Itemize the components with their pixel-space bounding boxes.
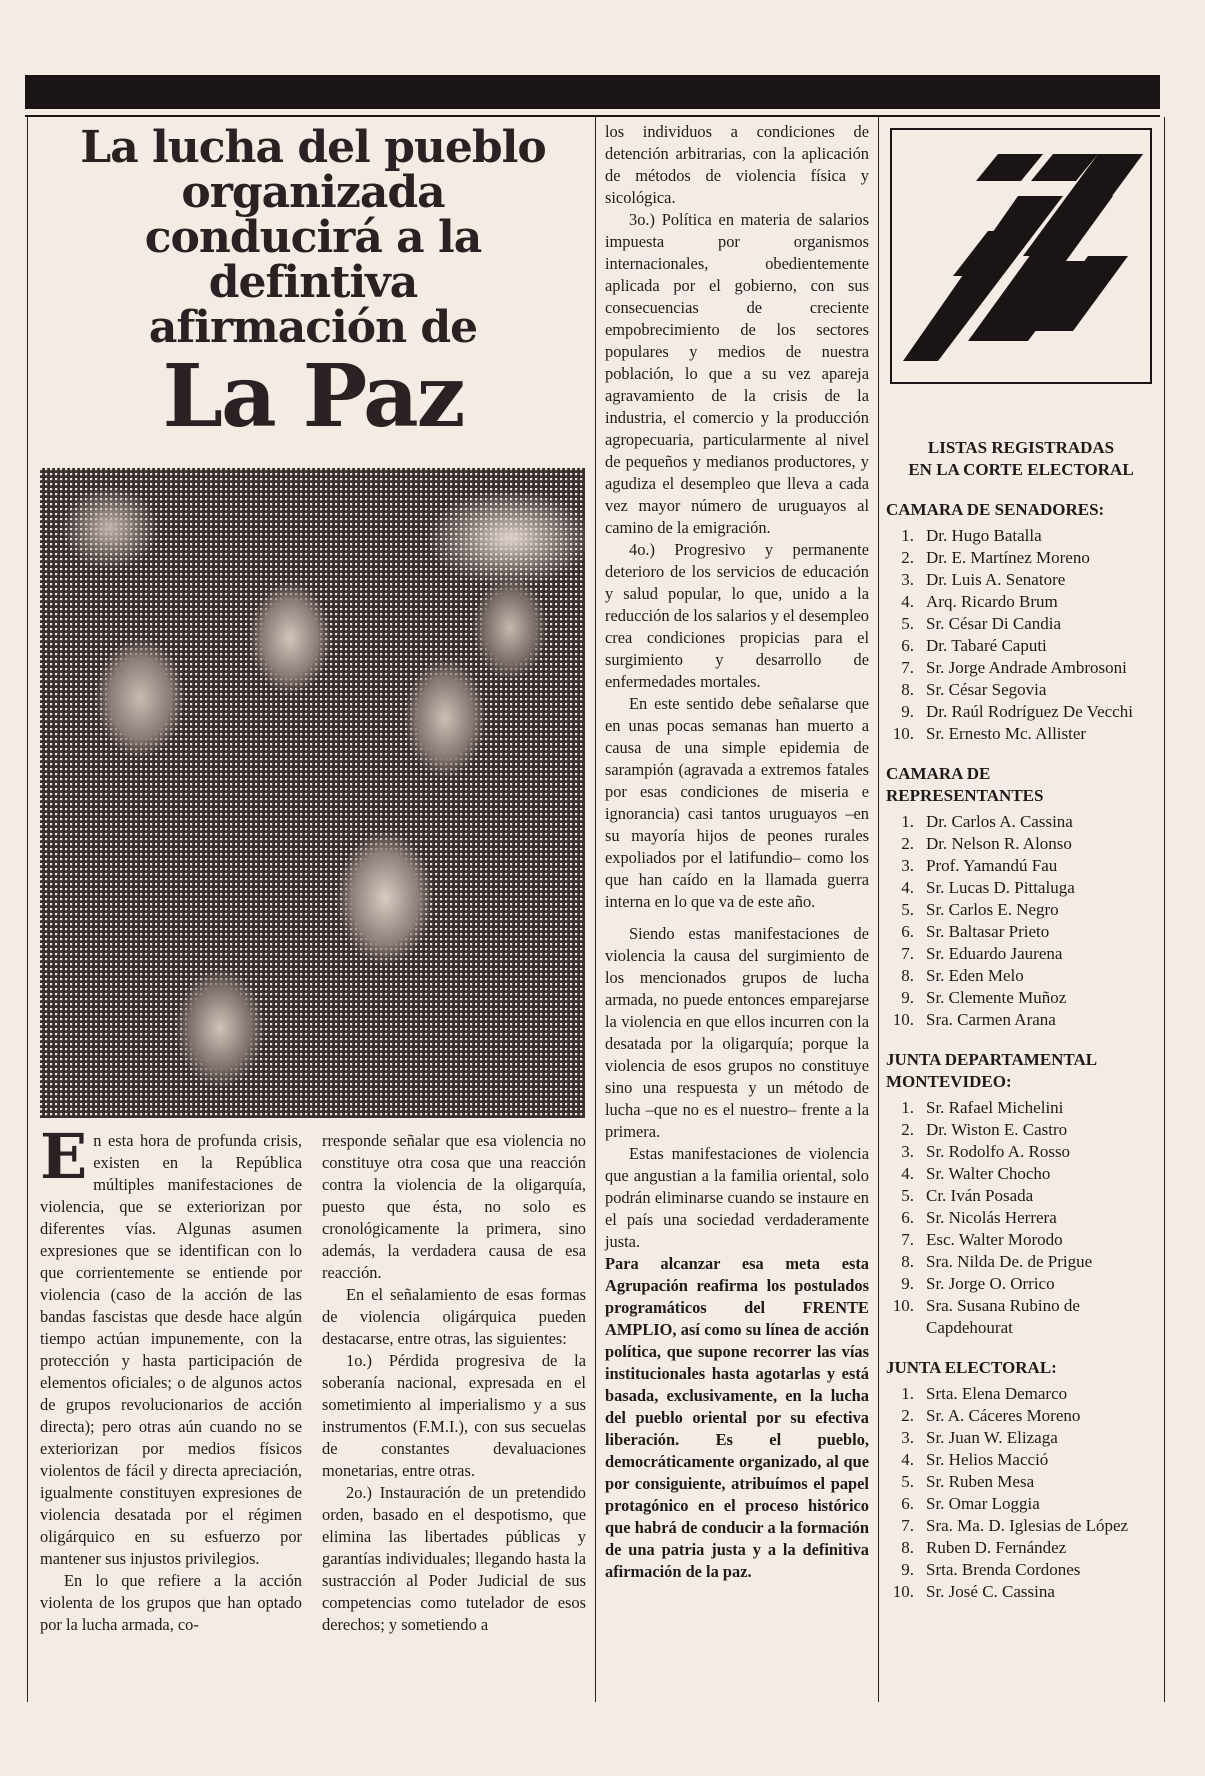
electoral-lists	[886, 437, 1156, 1603]
headline-line: defintiva	[208, 257, 418, 308]
list-item: 1. Sr. Rafael Michelini	[901, 1098, 1064, 1117]
article-paragraph: Siendo estas manifestaciones de violencia la causa del surgimiento de los mencionados grupos de lucha armada, no puede entonces emparejarse la violencia en que ellos incurren con la desatada por la oligarquía; porque la violencia de esos grupos no constituye sino una respuesta y un método de lucha –que no es el nuestro– frente a la primera.	[605, 924, 869, 1141]
section-title-junta-electoral: JUNTA ELECTORAL:	[886, 1358, 1057, 1377]
header-bar	[25, 75, 1160, 109]
column-divider	[1164, 117, 1165, 1702]
headline-line: afirmación de	[148, 302, 478, 353]
article-bold-paragraph: Para alcanzar esa meta esta Agrupación reafirma los postulados programáticos del FRENTE AMPLIO, así como su línea de acción política, que supone recorrer las vías institucionales hasta agotarlas y está basada, exclusivamente, en la lucha del pueblo oriental por su efectiva liberación. Es el pueblo, democráticamente organizado, al que por consiguiente, atribuímos el papel protagónico en el proceso histórico que habrá de conducir a la formación de una patria justa y a la definitiva afirmación de la paz.	[605, 1254, 869, 1581]
list-item: 9. Dr. Raúl Rodríguez De Vecchi	[901, 702, 1133, 721]
list-item: 1. Srta. Elena Demarco	[901, 1384, 1068, 1403]
column-divider	[595, 117, 596, 1702]
list-item: 10. Sr. José C. Cassina	[892, 1582, 1055, 1601]
header-rule	[25, 115, 1160, 117]
lists-title: LISTAS REGISTRADAS	[927, 438, 1115, 457]
list-item: 2. Dr. E. Martínez Moreno	[901, 548, 1090, 567]
headline-big: La Paz	[162, 346, 464, 447]
column-divider	[878, 117, 879, 1702]
article-paragraph: En este sentido debe señalarse que en unas pocas semanas han muerto a causa de una simple epidemia de sarampión (agravada a extremos fatales por esas condiciones de miseria e ignorancia) casi tantos uruguayos –en su mayoría hijos de peones rurales expoliados por el latifundio– como los que han caído en la llamada guerra interna en lo que va de este año.	[605, 694, 869, 911]
logo-99-graphic	[898, 136, 1144, 376]
article-paragraph: n esta hora de profunda crisis, existen en la República múltiples manifestaciones de violencia, que se exteriorizan por diferentes vías. Algunas asumen expresiones que se identifican con lo que corrientemente se entiende por violencia (caso de la acción de las bandas fascistas que desde hace algún tiempo actúan impunemente, con la protección y hasta participación de elementos oficiales; o de algunos actos de grupos revolucionarios de acción directa); pero otras aún cuando no se exteriorizan por medios físicos violentos de fácil y directa apreciación, igualmente constituyen expresiones de violencia desatada por el régimen oligárquico en su esfuerzo por mantener sus injustos privilegios.	[40, 1131, 302, 1568]
section-title-senadores: CAMARA DE SENADORES:	[886, 500, 1105, 519]
list-representantes	[886, 811, 1156, 1031]
list-item: 1. Dr. Hugo Batalla	[901, 526, 1042, 545]
list-item: 5. Sr. Ruben Mesa	[901, 1472, 1035, 1491]
list-item: 8. Ruben D. Fernández	[901, 1538, 1067, 1557]
list-item: 5. Sr. Carlos E. Negro	[901, 900, 1059, 919]
headline-line: conducirá a la	[144, 212, 482, 263]
list-item: 10. Sra. Susana Rubino de Capdehourat	[892, 1296, 1080, 1337]
list-junta-departamental	[886, 1097, 1156, 1339]
list-item: 3. Prof. Yamandú Fau	[901, 856, 1058, 875]
list-item: 5. Cr. Iván Posada	[901, 1186, 1034, 1205]
list-item: 8. Sr. César Segovia	[901, 680, 1047, 699]
section-title-representantes: CAMARA DE REPRESENTANTES	[886, 764, 1044, 805]
list-item: 9. Srta. Brenda Cordones	[901, 1560, 1081, 1579]
article-paragraph: En lo que refiere a la acción violenta de los grupos que han optado por la lucha armada, co-	[40, 1571, 302, 1634]
list-item: 3. Dr. Luis A. Senatore	[901, 570, 1066, 589]
list-item: 7. Sr. Eduardo Jaurena	[901, 944, 1063, 963]
list-item: 3. Sr. Juan W. Elizaga	[901, 1428, 1058, 1447]
article-paragraph: En el señalamiento de esas formas de violencia oligárquica pueden destacarse, entre otras, las siguientes:	[322, 1285, 586, 1348]
article-paragraph: 2o.) Instauración de un pretendido orden, basado en el despotismo, que elimina las libertades públicas y garantías individuales; llegando hasta la sustracción al Poder Judicial de sus competencias como tutelador de esos derechos; y sometiendo a	[322, 1483, 586, 1634]
list-senadores	[886, 525, 1156, 745]
list-item: 4. Sr. Helios Macció	[901, 1450, 1049, 1469]
list-item: 4. Arq. Ricardo Brum	[901, 592, 1058, 611]
list-item: 7. Sr. Jorge Andrade Ambrosoni	[901, 658, 1127, 677]
list-item: 9. Sr. Clemente Muñoz	[901, 988, 1067, 1007]
article-column-1	[40, 1120, 302, 1636]
article-paragraph: Estas manifestaciones de violencia que angustian a la familia oriental, solo podrán eliminarse cuando se instaure en el país una sociedad verdaderamente justa.	[605, 1144, 869, 1251]
headline	[38, 122, 588, 447]
list-item: 2. Dr. Wiston E. Castro	[901, 1120, 1068, 1139]
article-paragraph: 1o.) Pérdida progresiva de la soberanía nacional, expresada en el sometimiento al imperialismo y a sus instrumentos (F.M.I.), con sus secuelas de constantes devaluaciones monetarias, entre otras.	[322, 1351, 586, 1480]
list-item: 4. Sr. Walter Chocho	[901, 1164, 1051, 1183]
svg-text:99: 99	[1098, 361, 1109, 370]
list-item: 6. Sr. Omar Loggia	[901, 1494, 1040, 1513]
list-item: 5. Sr. César Di Candia	[901, 614, 1062, 633]
headline-line: La lucha del pueblo	[80, 122, 546, 173]
article-paragraph: 4o.) Progresivo y permanente deterioro de los servicios de educación y salud popular, lo que, unido a la reducción de los salarios y el desempleo crea condiciones propicias para el surgimiento y desarrollo de enfermedades mortales.	[605, 540, 869, 691]
list-item: 7. Esc. Walter Morodo	[901, 1230, 1063, 1249]
section-title-junta-departamental: JUNTA DEPARTAMENTAL MONTEVIDEO:	[886, 1050, 1098, 1091]
headline-line: organizada	[181, 167, 445, 218]
list-item: 6. Sr. Nicolás Herrera	[901, 1208, 1057, 1227]
column-divider	[27, 117, 28, 1702]
list-item: 2. Dr. Nelson R. Alonso	[901, 834, 1072, 853]
list-item: 8. Sr. Eden Melo	[901, 966, 1024, 985]
list-item: 10. Sr. Ernesto Mc. Allister	[892, 724, 1087, 743]
halftone-photo	[40, 468, 585, 1118]
list-item: 9. Sr. Jorge O. Orrico	[901, 1274, 1055, 1293]
list-99-logo	[890, 128, 1152, 384]
list-item: 1. Dr. Carlos A. Cassina	[901, 812, 1073, 831]
article-paragraph: rresponde señalar que esa violencia no constituye otra cosa que una reacción contra la violencia de la oligarquía, puesto que ésta, no solo es cronológicamente la primera, sino además, la verdadera causa de esa reacción.	[322, 1131, 586, 1282]
list-item: 8. Sra. Nilda De. de Prigue	[901, 1252, 1093, 1271]
article-column-2	[322, 1130, 586, 1636]
article-paragraph: 3o.) Política en materia de salarios impuesta por organismos internacionales, obedientemente aplicada por el gobierno, con sus consecuencias de creciente empobrecimiento de los sectores populares y medios de nuestra población, lo que a su vez apareja agravamiento de la crisis de la industria, el comercio y la producción agropecuaria, particularmente al nivel de pequeños y medianos productores, y agudiza el desempleo que lleva a cada vez mayor número de uruguayos al camino de la emigración.	[605, 210, 869, 537]
list-item: 3. Sr. Rodolfo A. Rosso	[901, 1142, 1071, 1161]
list-item: 6. Sr. Baltasar Prieto	[901, 922, 1050, 941]
list-item: 6. Dr. Tabaré Caputi	[901, 636, 1047, 655]
list-item: 7. Sra. Ma. D. Iglesias de López	[901, 1516, 1129, 1535]
drop-cap: E	[40, 1120, 88, 1193]
article-paragraph: los individuos a condiciones de detención arbitrarias, con la aplicación de métodos de violencia física y sicológica.	[605, 122, 869, 207]
list-item: 2. Sr. A. Cáceres Moreno	[901, 1406, 1081, 1425]
list-junta-electoral	[886, 1383, 1156, 1603]
list-item: 4. Sr. Lucas D. Pittaluga	[901, 878, 1075, 897]
article-column-3	[605, 121, 869, 1583]
list-item: 10. Sra. Carmen Arana	[892, 1010, 1056, 1029]
lists-title: EN LA CORTE ELECTORAL	[908, 460, 1134, 479]
